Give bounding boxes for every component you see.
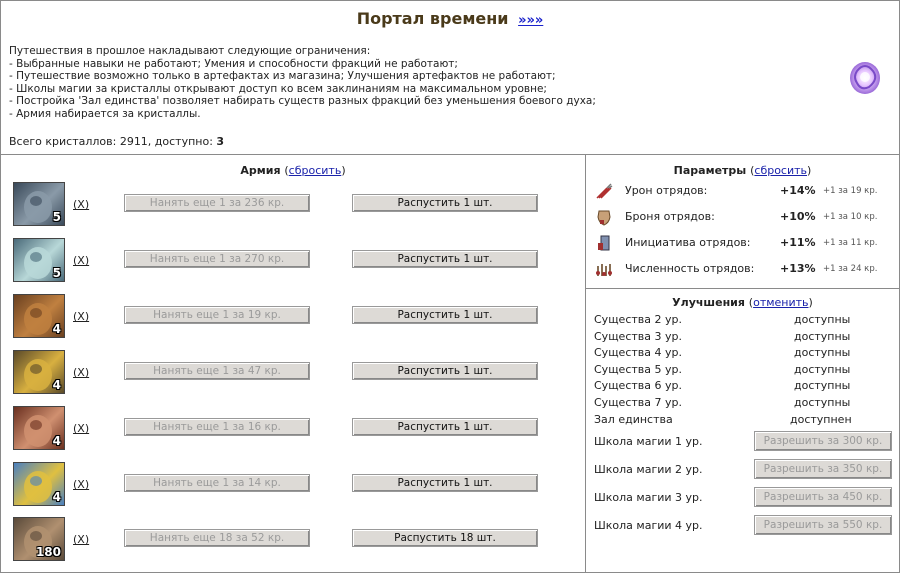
magic-school-label: Школа магии 2 ур. xyxy=(594,463,703,476)
more-link[interactable]: »»» xyxy=(518,13,544,28)
unit-count: 180 xyxy=(35,545,61,559)
upgrade-state: доступны xyxy=(794,379,851,392)
unit-count: 5 xyxy=(52,266,61,280)
hire-unit-button[interactable]: Нанять еще 1 за 270 кр. xyxy=(124,250,310,268)
param-label: Броня отрядов: xyxy=(625,210,715,223)
army-reset-link[interactable]: сбросить xyxy=(288,164,342,177)
param-value: +10% xyxy=(780,210,816,223)
dismiss-unit-button[interactable]: Распустить 1 шт. xyxy=(352,418,538,436)
remove-unit-link[interactable]: (X) xyxy=(73,310,90,323)
centaur-portrait xyxy=(13,294,65,338)
magic-school-label: Школа магии 3 ур. xyxy=(594,491,703,504)
armor-icon xyxy=(595,208,613,226)
param-row-troop-size[interactable] xyxy=(593,258,893,280)
demoness-portrait xyxy=(13,406,65,450)
upgrade-state: доступны xyxy=(794,346,851,359)
hire-unit-button[interactable]: Нанять еще 1 за 16 кр. xyxy=(124,418,310,436)
params-reset-link[interactable]: сбросить xyxy=(754,164,808,177)
upgrade-label: Существа 5 ур. xyxy=(594,363,682,376)
army-unit-row xyxy=(13,182,583,226)
warrior-portrait xyxy=(13,517,65,561)
magic-school-row xyxy=(594,487,894,509)
upgrade-label: Существа 4 ур. xyxy=(594,346,682,359)
param-row-initiative[interactable] xyxy=(593,232,893,254)
magic-school-label: Школа магии 1 ур. xyxy=(594,435,703,448)
param-label: Численность отрядов: xyxy=(625,262,755,275)
magic-school-row xyxy=(594,431,894,453)
crystals-summary xyxy=(9,135,224,148)
magic-school-label: Школа магии 4 ур. xyxy=(594,519,703,532)
upgrade-label: Существа 3 ур. xyxy=(594,330,682,343)
hire-unit-button[interactable]: Нанять еще 1 за 236 кр. xyxy=(124,194,310,212)
upgrades-cancel-link[interactable]: отменить xyxy=(753,296,809,309)
param-cost: +1 за 10 кр. xyxy=(823,212,878,222)
crystals-total: Всего кристаллов: 2911, доступно: xyxy=(9,135,217,148)
info-line: - Армия набирается за кристаллы. xyxy=(9,107,201,120)
info-line: - Постройка 'Зал единства' позволяет набирать существ разных фракций без уменьшения боевого духа; xyxy=(9,95,596,107)
unit-count: 4 xyxy=(52,322,61,336)
gremlin-portrait xyxy=(13,462,65,506)
dragon-portrait xyxy=(13,182,65,226)
upgrade-label: Существа 7 ур. xyxy=(594,396,682,409)
param-value: +14% xyxy=(780,184,816,197)
unit-count: 4 xyxy=(52,490,61,504)
params-title-text: Параметры xyxy=(673,164,747,177)
param-row-damage[interactable] xyxy=(593,180,893,202)
paladin-portrait xyxy=(13,350,65,394)
emerald-dragon-portrait xyxy=(13,238,65,282)
param-label: Урон отрядов: xyxy=(625,184,708,197)
param-value: +11% xyxy=(780,236,816,249)
param-value: +13% xyxy=(780,262,816,275)
dismiss-unit-button[interactable]: Распустить 1 шт. xyxy=(352,474,538,492)
page-header xyxy=(1,9,899,28)
hire-unit-button[interactable]: Нанять еще 1 за 47 кр. xyxy=(124,362,310,380)
army-title-text: Армия xyxy=(240,164,281,177)
unit-count: 5 xyxy=(52,210,61,224)
troop-size-icon xyxy=(595,260,613,278)
allow-magic-school-3-button[interactable]: Разрешить за 450 кр. xyxy=(754,487,892,507)
army-unit-row xyxy=(13,406,583,450)
param-cost: +1 за 24 кр. xyxy=(823,264,878,274)
remove-unit-link[interactable]: (X) xyxy=(73,533,90,546)
magic-school-row xyxy=(594,515,894,537)
army-unit-row xyxy=(13,238,583,282)
info-line: - Путешествие возможно только в артефактах из магазина; Улучшения артефактов не работают; xyxy=(9,70,556,82)
dismiss-unit-button[interactable]: Распустить 1 шт. xyxy=(352,250,538,268)
remove-unit-link[interactable]: (X) xyxy=(73,254,90,267)
info-line: Путешествия в прошлое накладывают следующие ограничения: xyxy=(9,45,371,57)
allow-magic-school-2-button[interactable]: Разрешить за 350 кр. xyxy=(754,459,892,479)
army-unit-row xyxy=(13,462,583,506)
hire-unit-button[interactable]: Нанять еще 1 за 19 кр. xyxy=(124,306,310,324)
dismiss-unit-button[interactable]: Распустить 1 шт. xyxy=(352,194,538,212)
unit-count: 4 xyxy=(52,378,61,392)
param-cost: +1 за 19 кр. xyxy=(823,186,878,196)
hire-unit-button[interactable]: Нанять еще 1 за 14 кр. xyxy=(124,474,310,492)
upgrade-state: доступнен xyxy=(790,413,852,426)
remove-unit-link[interactable]: (X) xyxy=(73,198,90,211)
upgrade-state: доступны xyxy=(794,313,851,326)
allow-magic-school-4-button[interactable]: Разрешить за 550 кр. xyxy=(754,515,892,535)
page-title: Портал времени xyxy=(356,9,509,28)
crystals-available: 3 xyxy=(216,135,225,148)
upgrade-label: Существа 6 ур. xyxy=(594,379,682,392)
upgrades-title-text: Улучшения xyxy=(672,296,745,309)
param-row-armor[interactable] xyxy=(593,206,893,228)
dismiss-unit-button[interactable]: Распустить 1 шт. xyxy=(352,362,538,380)
upgrade-state: доступны xyxy=(794,330,851,343)
divider xyxy=(1,154,899,155)
param-cost: +1 за 11 кр. xyxy=(823,238,878,248)
hire-unit-button[interactable]: Нанять еще 18 за 52 кр. xyxy=(124,529,310,547)
unit-count: 4 xyxy=(52,434,61,448)
upgrade-label: Зал единства xyxy=(594,413,673,426)
restrictions-info xyxy=(9,45,829,120)
army-unit-row xyxy=(13,294,583,338)
army-unit-row xyxy=(13,350,583,394)
damage-icon xyxy=(595,182,613,200)
dismiss-unit-button[interactable]: Распустить 18 шт. xyxy=(352,529,538,547)
upgrades-title: Улучшения (отменить) xyxy=(672,296,813,309)
upgrade-state: доступны xyxy=(794,363,851,376)
params-title: Параметры (сбросить) xyxy=(673,164,812,177)
param-label: Инициатива отрядов: xyxy=(625,236,751,249)
divider xyxy=(585,154,586,572)
allow-magic-school-1-button[interactable]: Разрешить за 300 кр. xyxy=(754,431,892,451)
portal-crystal-icon xyxy=(847,57,883,97)
army-unit-row xyxy=(13,517,583,561)
info-line: - Выбранные навыки не работают; Умения и способности фракций не работают; xyxy=(9,57,458,70)
remove-unit-link[interactable]: (X) xyxy=(73,366,90,379)
initiative-icon xyxy=(595,234,613,252)
upgrade-state: доступны xyxy=(794,396,851,409)
magic-school-row xyxy=(594,459,894,481)
upgrade-label: Существа 2 ур. xyxy=(594,313,682,326)
divider xyxy=(586,288,899,289)
remove-unit-link[interactable]: (X) xyxy=(73,422,90,435)
info-line: - Школы магии за кристаллы открывают доступ ко всем заклинаниям на максимальном уровне; xyxy=(9,82,547,95)
dismiss-unit-button[interactable]: Распустить 1 шт. xyxy=(352,306,538,324)
army-title: Армия (сбросить) xyxy=(240,164,346,177)
remove-unit-link[interactable]: (X) xyxy=(73,478,90,491)
